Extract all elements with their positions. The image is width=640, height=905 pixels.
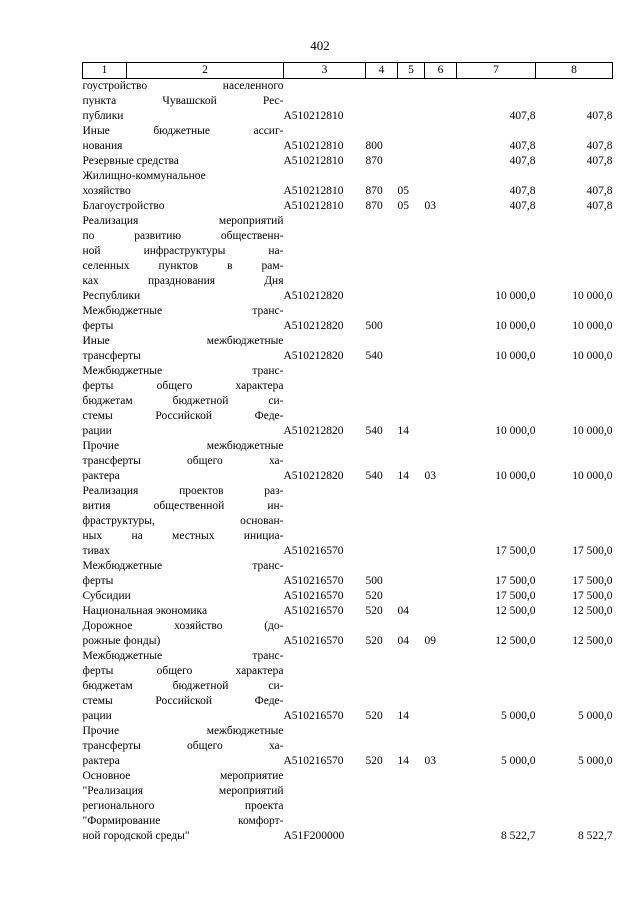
row-name-line: ной инфраструктуры на-: [82, 245, 284, 257]
amount-year-2: 10 000,0: [572, 425, 613, 437]
row-name-line: трансферты: [82, 350, 141, 362]
target-code: А510216570: [283, 590, 344, 602]
section: 04: [397, 635, 409, 647]
row-name-line: ферты общего характера: [82, 380, 284, 392]
amount-year-2: 407,8: [586, 185, 613, 197]
table-row: [83, 724, 613, 769]
table-row: [83, 619, 613, 649]
amount-year-2: 407,8: [586, 155, 613, 167]
row-name-line: бюджетам бюджетной си-: [82, 395, 284, 407]
row-name-line: стемы Российской Феде-: [82, 410, 284, 422]
table-row: [83, 334, 613, 364]
row-name-line: рации: [82, 425, 112, 437]
amount-year-2: 17 500,0: [572, 545, 613, 557]
expense-type: [366, 214, 398, 304]
amount-year-1: 5 000,0: [501, 710, 536, 722]
row-name-line: рации: [82, 710, 112, 722]
row-name: [83, 169, 284, 199]
row-name: [83, 559, 284, 589]
subsection: [425, 649, 457, 724]
target-code: А510216570: [283, 605, 344, 617]
target-code: А510212820: [283, 425, 344, 437]
table-row: [83, 304, 613, 334]
subsection: 03: [424, 755, 436, 767]
amount-year-1: 407,8: [509, 185, 536, 197]
row-name-line: публики: [82, 110, 124, 122]
subsection: [425, 559, 457, 589]
subsection: [425, 124, 457, 154]
section: [398, 79, 425, 125]
row-name-line: "Реализация мероприятий: [82, 785, 284, 797]
target-code: А510216570: [283, 545, 344, 557]
section: 05: [397, 200, 409, 212]
table-row: [83, 124, 613, 154]
budget-table: [82, 62, 613, 844]
target-code: А510212810: [283, 200, 344, 212]
row-name-line: тивах: [82, 545, 110, 557]
amount-year-1: 12 500,0: [495, 635, 536, 647]
target-code: А510212820: [283, 470, 344, 482]
column-header: 8: [536, 63, 613, 79]
section: 04: [397, 605, 409, 617]
row-name: [83, 334, 284, 364]
section: [398, 154, 425, 169]
row-name-line: Межбюджетные транс-: [82, 650, 284, 662]
expense-type: 500: [365, 575, 383, 587]
target-code: А510212820: [283, 290, 344, 302]
section: [398, 214, 425, 304]
amount-year-2: 10 000,0: [572, 320, 613, 332]
amount-year-1: 10 000,0: [495, 350, 536, 362]
subsection: [425, 214, 457, 304]
section: [398, 589, 425, 604]
section: [398, 334, 425, 364]
expense-type: 500: [365, 320, 383, 332]
page-number: 402: [310, 38, 330, 53]
row-name-line: Основное мероприятие: [82, 770, 284, 782]
section: 14: [397, 425, 409, 437]
row-name-line: Иные межбюджетные: [82, 335, 284, 347]
row-name: [83, 769, 284, 844]
subsection: [425, 304, 457, 334]
table-row: [83, 559, 613, 589]
table-row: [83, 589, 613, 604]
target-code: А51F200000: [283, 830, 345, 842]
row-name-line: ферты: [82, 320, 114, 332]
expense-type: [366, 484, 398, 559]
row-name: [83, 649, 284, 724]
amount-year-1: 17 500,0: [495, 590, 536, 602]
subsection: [425, 154, 457, 169]
expense-type: 520: [365, 605, 383, 617]
column-header: 5: [398, 63, 425, 79]
target-code: А510212810: [283, 185, 344, 197]
row-name-line: Субсидии: [82, 590, 131, 602]
subsection: [425, 79, 457, 125]
table-row: [83, 769, 613, 844]
row-name-line: Иные бюджетные ассиг-: [82, 125, 284, 137]
subsection: [425, 334, 457, 364]
row-name-line: Межбюджетные транс-: [82, 305, 284, 317]
row-name-line: Дорожное хозяйство (до-: [82, 620, 284, 632]
amount-year-2: 407,8: [586, 140, 613, 152]
row-name: [83, 79, 284, 125]
column-header: 4: [366, 63, 398, 79]
amount-year-1: 10 000,0: [495, 425, 536, 437]
target-code: А510212810: [283, 140, 344, 152]
section: 14: [397, 755, 409, 767]
row-name-line: Национальная экономика: [82, 605, 208, 617]
row-name: [83, 724, 284, 769]
expense-type: 540: [365, 350, 383, 362]
expense-type: 870: [365, 155, 383, 167]
row-name: [83, 364, 284, 439]
table-row: [83, 649, 613, 724]
row-name: [83, 214, 284, 304]
section: [398, 559, 425, 589]
table-body: [83, 79, 613, 845]
row-name-line: Реализация проектов раз-: [82, 485, 284, 497]
expense-type: 520: [365, 635, 383, 647]
row-name-line: Резервные средства: [82, 155, 179, 167]
section: 05: [397, 185, 409, 197]
expense-type: 520: [365, 755, 383, 767]
amount-year-2: 10 000,0: [572, 470, 613, 482]
amount-year-1: 10 000,0: [495, 470, 536, 482]
subsection: 09: [424, 635, 436, 647]
amount-year-1: 407,8: [509, 200, 536, 212]
target-code: А510216570: [283, 710, 344, 722]
target-code: А510216570: [283, 755, 344, 767]
subsection: [425, 604, 457, 619]
subsection: [425, 169, 457, 199]
amount-year-2: 8 522,7: [578, 830, 613, 842]
row-name: [83, 484, 284, 559]
expense-type: 540: [365, 425, 383, 437]
row-name-line: Республики: [82, 290, 141, 302]
amount-year-2: 407,8: [586, 110, 613, 122]
target-code: А510212820: [283, 350, 344, 362]
section: [398, 769, 425, 844]
amount-year-2: 5 000,0: [578, 710, 613, 722]
amount-year-2: 407,8: [586, 200, 613, 212]
amount-year-2: 17 500,0: [572, 590, 613, 602]
row-name-line: рожные фонды): [82, 635, 161, 647]
column-header: 6: [425, 63, 457, 79]
target-code: А510212810: [283, 155, 344, 167]
column-header: 1: [83, 63, 127, 79]
row-name-line: селенных пунктов в рам-: [82, 260, 284, 272]
amount-year-1: 407,8: [509, 110, 536, 122]
amount-year-2: 10 000,0: [572, 290, 613, 302]
row-name-line: ферты общего характера: [82, 665, 284, 677]
amount-year-2: 17 500,0: [572, 575, 613, 587]
target-code: А510216570: [283, 575, 344, 587]
table-row: [83, 604, 613, 619]
row-name-line: Межбюджетные транс-: [82, 365, 284, 377]
subsection: 03: [424, 470, 436, 482]
amount-year-2: 10 000,0: [572, 350, 613, 362]
subsection: [425, 484, 457, 559]
section: [398, 484, 425, 559]
expense-type: [366, 769, 398, 844]
amount-year-1: 10 000,0: [495, 290, 536, 302]
column-header: 3: [284, 63, 366, 79]
amount-year-1: 17 500,0: [495, 545, 536, 557]
expense-type: [366, 79, 398, 125]
row-name-line: хозяйство: [82, 185, 131, 197]
expense-type: 520: [365, 590, 383, 602]
row-name-line: гоустройство населенного: [82, 80, 284, 92]
table-row: [83, 214, 613, 304]
row-name-line: бюджетам бюджетной си-: [82, 680, 284, 692]
subsection: [425, 769, 457, 844]
expense-type: 520: [365, 710, 383, 722]
row-name-line: стемы Российской Феде-: [82, 695, 284, 707]
row-name-line: трансферты общего ха-: [82, 740, 284, 752]
row-name-line: фраструктуры, основан-: [82, 515, 284, 527]
row-name: [83, 589, 284, 604]
table-row: [83, 439, 613, 484]
target-code: А510216570: [283, 635, 344, 647]
amount-year-2: 5 000,0: [578, 755, 613, 767]
row-name-line: Прочие межбюджетные: [82, 725, 284, 737]
subsection: [425, 364, 457, 439]
row-name-line: Реализация мероприятий: [82, 215, 284, 227]
row-name-line: Межбюджетные транс-: [82, 560, 284, 572]
subsection: 03: [424, 200, 436, 212]
expense-type: 540: [365, 470, 383, 482]
section: 14: [397, 710, 409, 722]
section: [398, 304, 425, 334]
table-row: [83, 364, 613, 439]
row-name-line: ферты: [82, 575, 114, 587]
row-name: [83, 199, 284, 214]
table-row: [83, 169, 613, 199]
expense-type: 870: [365, 185, 383, 197]
row-name-line: нования: [82, 140, 123, 152]
section: 14: [397, 470, 409, 482]
column-header-row: [83, 63, 613, 79]
row-name: [83, 619, 284, 649]
amount-year-1: 407,8: [509, 155, 536, 167]
row-name-line: ных на местных инициа-: [82, 530, 284, 542]
row-name-line: вития общественной ин-: [82, 500, 284, 512]
row-name-line: регионального проекта: [82, 800, 284, 812]
target-code: А510212810: [283, 110, 344, 122]
row-name-line: рактера: [82, 755, 120, 767]
column-header: 2: [127, 63, 284, 79]
row-name-line: ках празднования Дня: [82, 275, 284, 287]
expense-type: 870: [365, 200, 383, 212]
subsection: [425, 589, 457, 604]
amount-year-1: 12 500,0: [495, 605, 536, 617]
row-name-line: пункта Чувашской Рес-: [82, 95, 284, 107]
table-row: [83, 154, 613, 169]
table-row: [83, 199, 613, 214]
row-name-line: по развитию общественн-: [82, 230, 284, 242]
row-name: [83, 304, 284, 334]
row-name-line: Прочие межбюджетные: [82, 440, 284, 452]
row-name-line: ной городской среды": [82, 830, 190, 842]
section: [398, 124, 425, 154]
amount-year-2: 12 500,0: [572, 605, 613, 617]
row-name-line: Жилищно-коммунальное: [82, 170, 206, 182]
amount-year-2: 12 500,0: [572, 635, 613, 647]
amount-year-1: 17 500,0: [495, 575, 536, 587]
column-header: 7: [457, 63, 536, 79]
row-name: [83, 604, 284, 619]
row-name: [83, 124, 284, 154]
row-name-line: рактера: [82, 470, 120, 482]
row-name: [83, 439, 284, 484]
row-name-line: трансферты общего ха-: [82, 455, 284, 467]
expense-type: 800: [365, 140, 383, 152]
row-name: [83, 154, 284, 169]
amount-year-1: 5 000,0: [501, 755, 536, 767]
amount-year-1: 407,8: [509, 140, 536, 152]
table-row: [83, 79, 613, 125]
amount-year-1: 8 522,7: [501, 830, 536, 842]
amount-year-1: 10 000,0: [495, 320, 536, 332]
row-name-line: "Формирование комфорт-: [82, 815, 284, 827]
table-row: [83, 484, 613, 559]
target-code: А510212820: [283, 320, 344, 332]
row-name-line: Благоустройство: [82, 200, 165, 212]
